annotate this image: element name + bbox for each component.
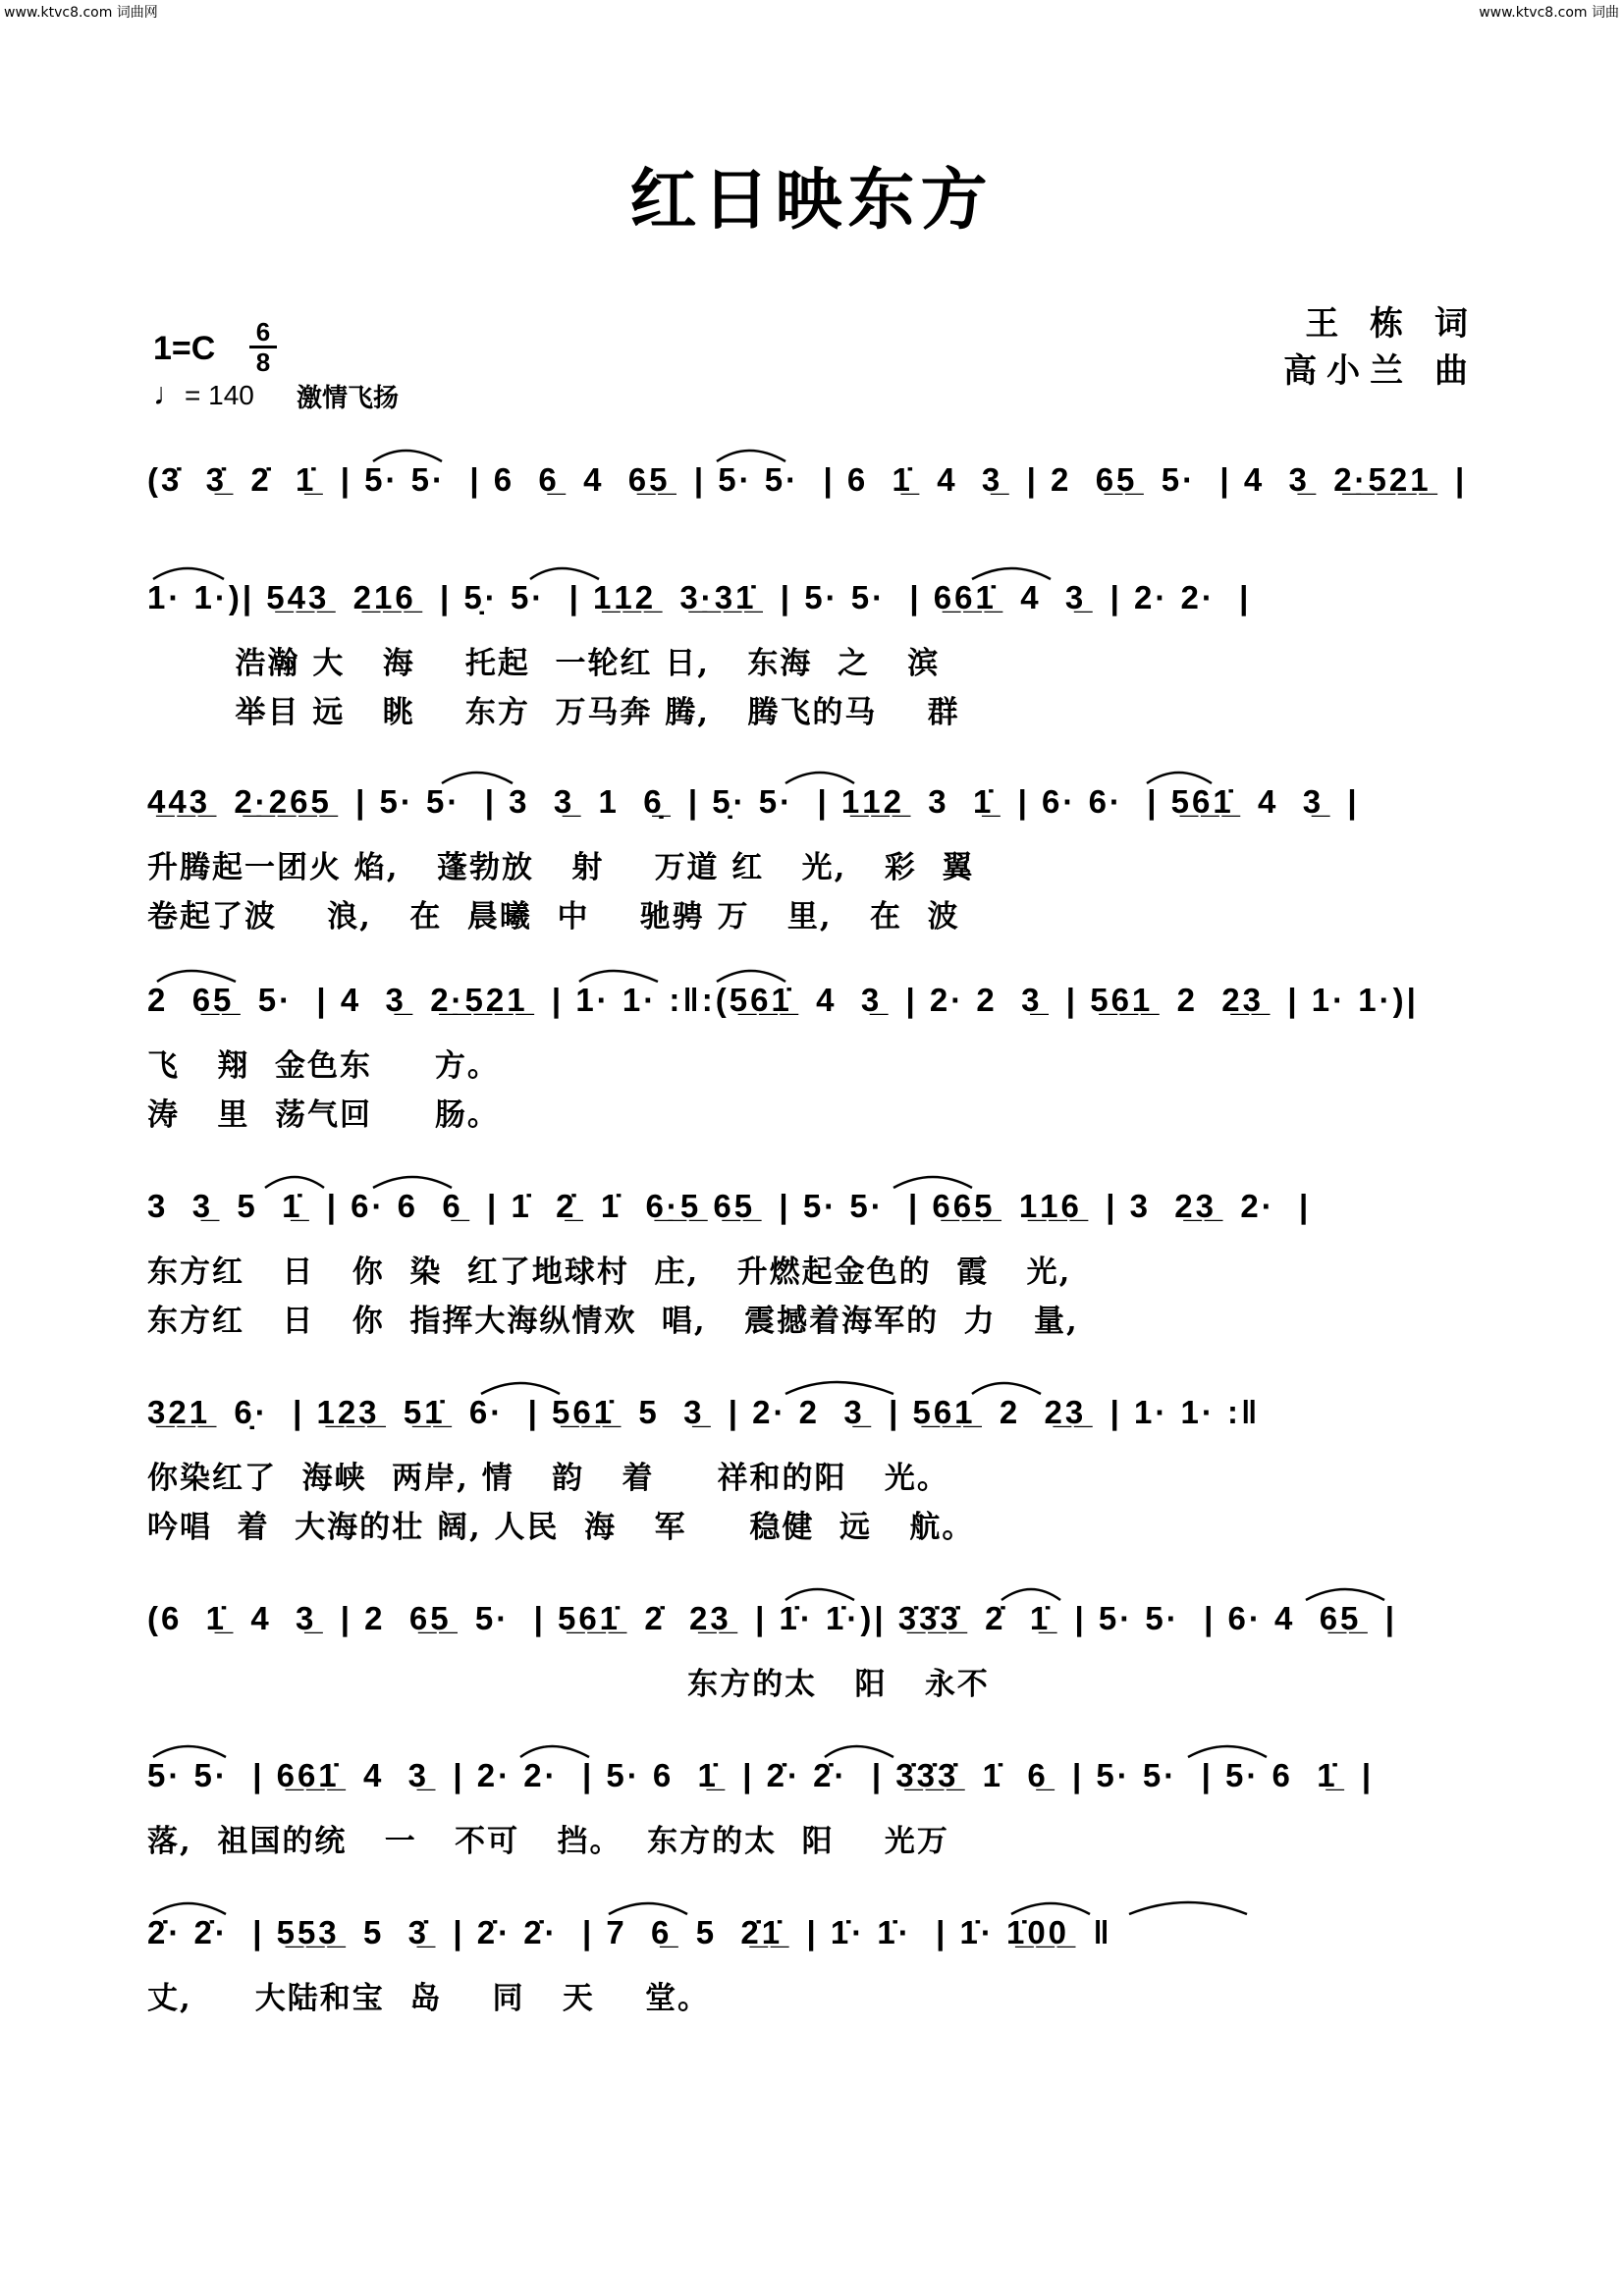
lyric-verse-1: 东方红 日 你 染 红了地球村 庄, 升燃起金色的 霞 光, xyxy=(147,1255,1072,1290)
notation-line: 5· 5· | 6̲6̲1̲̇ 4 3̲ | 2· 2· | 5· 6 1̲̇ | 2̇· 2̇· | 3̲̇3̲̇3̲̇ 1̇ 6̲ | 5· 5· | 5· 6 1̲̇ | xyxy=(147,1757,1375,1793)
key-signature: 1=C xyxy=(153,330,216,367)
lyric-verse-1: 你染红了 海峡 两岸, 情 韵 着 祥和的阳 光。 xyxy=(147,1461,949,1496)
time-signature-bottom: 8 xyxy=(255,347,271,377)
lyric-verse-1: 东方的太 阳 永不 xyxy=(147,1667,990,1702)
tempo-marking xyxy=(153,376,254,412)
lyric-verse-1: 升腾起一团火 焰, 蓬勃放 射 万道 红 光, 彩 翼 xyxy=(147,850,975,885)
notation-line: (3̇ 3̲̇ 2̇ 1̲̇ | 5· 5· | 6 6̲ 4 6̲5̲ | 5· 5· | 6 1̲̇ 4 3̲ | 2 6̲5̲ 5· | 4 3̲ 2̲·̲5̲2̲1̲ | xyxy=(147,461,1468,498)
lyric-verse-2: 涛 里 荡气回 肠。 xyxy=(147,1097,500,1133)
lyric-verse-1: 丈, 大陆和宝 岛 同 天 堂。 xyxy=(147,1981,711,2016)
notation-line: 2̇· 2̇· | 5̲5̲3̲ 5 3̲̇ | 2̇· 2̇· | 7 6̲ 5 2̲̇1̲̇ | 1̇· 1̇· | 1̇· 1̲̇0̲0̲ ‖ xyxy=(147,1914,1112,1950)
notation-line: 4̲4̲3̲ 2̲·̲2̲6̲5̲ | 5· 5· | 3 3̲ 1 6̣̲ | 5̣· 5· | 1̲1̲2̲ 3 1̲̇ | 6· 6· | 5̲6̲1̲̇ 4 3̲ | xyxy=(147,783,1360,820)
time-signature xyxy=(249,317,277,377)
lyric-verse-1: 浩瀚 大 海 托起 一轮红 日, 东海 之 滨 xyxy=(147,646,941,681)
lyric-verse-1: 飞 翔 金色东 方。 xyxy=(147,1048,500,1084)
notation-line: 3 3̲ 5 1̲̇ | 6· 6 6̲ | 1̇ 2̲̇ 1̇ 6̲·̲5̲ 6̲5̲ | 5· 5· | 6̲6̲5̲ 1̲1̲6̲ | 3 2̲3̲ 2· | xyxy=(147,1188,1312,1224)
composer-credit: 高小兰 曲 xyxy=(1283,351,1478,391)
time-signature-top: 6 xyxy=(255,317,271,347)
expression-marking: 激情飞扬 xyxy=(297,384,400,413)
notation-line: (6 1̲̇ 4 3̲ | 2 6̲5̲ 5· | 5̲6̲1̲̇ 2̇ 2̲3̲ | 1̇· 1̇·)| 3̲̇3̲̇3̲̇ 2̇ 1̲̇ | 5· 5· | 6· 4 6̲5̲ | xyxy=(147,1600,1397,1636)
lyricist-credit: 王 栋 词 xyxy=(1305,304,1478,344)
lyric-verse-1: 落, 祖国的统 一 不可 挡。 东方的太 阳 光万 xyxy=(147,1824,949,1859)
watermark-left: www.ktvc8.com 词曲网 xyxy=(4,5,158,21)
notation-line: 1· 1·)| 5̲4̲3̲ 2̲1̲6̲ | 5̣· 5· | 1̲1̲2̲ 3̲·̲3̲1̲̇ | 5· 5· | 6̲6̲1̲̇ 4 3̲ | 2· 2· | xyxy=(147,579,1252,615)
lyric-verse-2: 举目 远 眺 东方 万马奔 腾, 腾飞的马 群 xyxy=(147,695,960,730)
tempo-value: = 140 xyxy=(185,380,254,410)
notation-line: 2 6̲5̲ 5· | 4 3̲ 2̲·̲5̲2̲1̲ | 1· 1· :‖:(5̲6̲1̲̇ 4 3̲ | 2· 2 3̲ | 5̲6̲1̲ 2 2̲3̲ | 1· 1·)| xyxy=(147,982,1419,1018)
lyric-verse-2: 东方红 日 你 指挥大海纵情欢 唱, 震撼着海军的 力 量, xyxy=(147,1304,1079,1339)
quarter-note-icon: ♩ xyxy=(153,376,185,411)
song-title: 红日映东方 xyxy=(629,161,994,240)
lyric-verse-2: 吟唱 着 大海的壮 阔, 人民 海 军 稳健 远 航。 xyxy=(147,1510,975,1545)
watermark-right: www.ktvc8.com 词曲 xyxy=(1479,5,1619,21)
notation-line: 3̲2̲1̲ 6̣· | 1̲2̲3̲ 5̲1̲̇ 6· | 5̲6̲1̲̇ 5 3̲ | 2· 2 3̲ | 5̲6̲1̲ 2 2̲3̲ | 1· 1· :‖ xyxy=(147,1394,1261,1430)
lyric-verse-2: 卷起了波 浪, 在 晨曦 中 驰骋 万 里, 在 波 xyxy=(147,899,960,934)
